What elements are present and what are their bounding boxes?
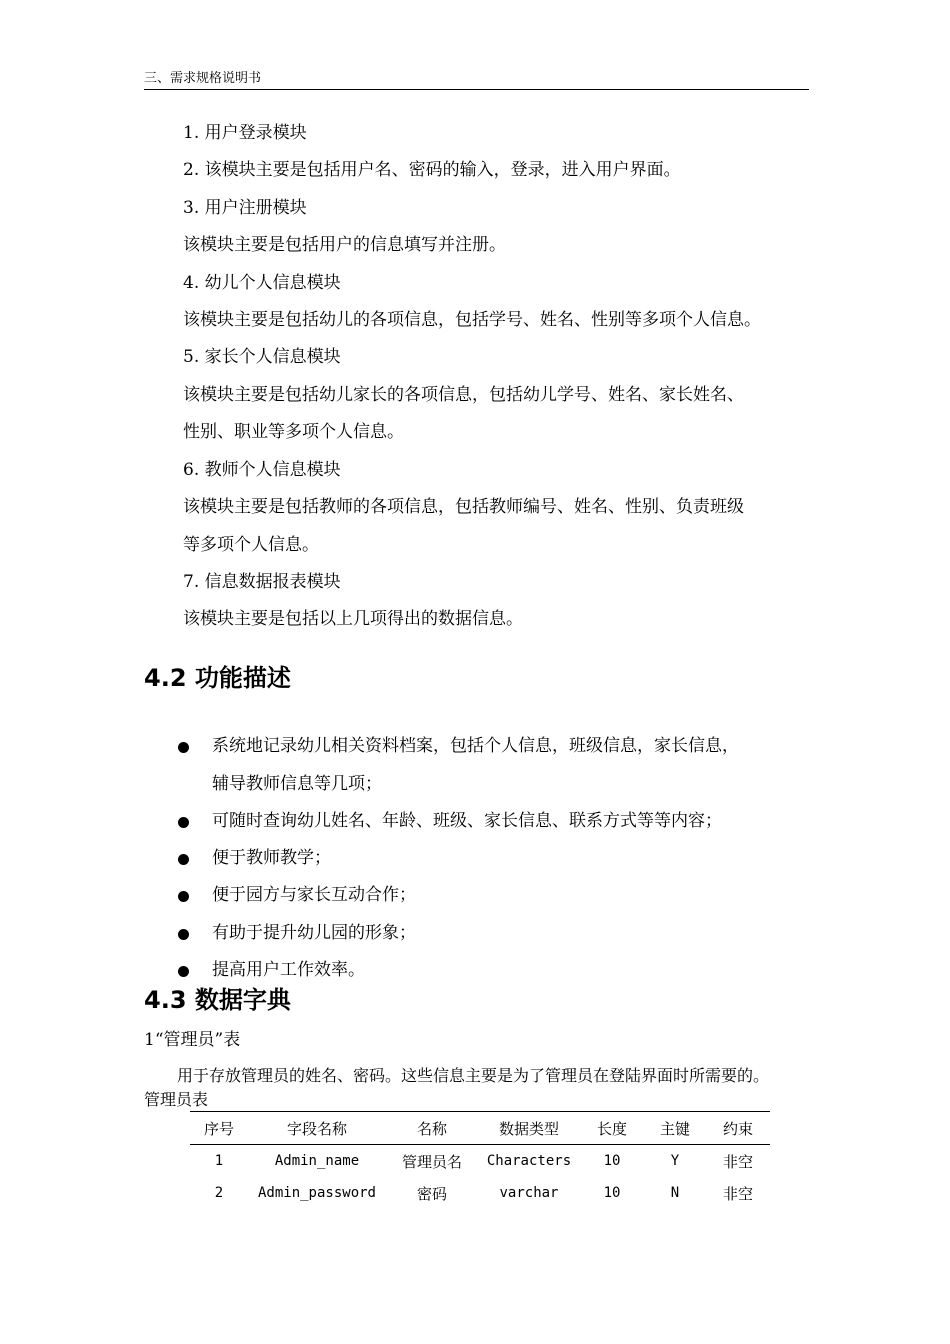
table-cell: N bbox=[670, 1185, 680, 1201]
table-cell: 非空 bbox=[722, 1184, 753, 1203]
table-cell: 非空 bbox=[722, 1152, 753, 1171]
bullet-dot-icon bbox=[178, 817, 189, 828]
table-cell: 密码 bbox=[416, 1184, 447, 1203]
module-line-6: 该模块主要是包括幼儿的各项信息，包括学号、姓名、性别等多项个人信息。 bbox=[183, 310, 761, 330]
module-line-7: 5. 家长个人信息模块 bbox=[183, 347, 341, 367]
column-header: 主键 bbox=[644, 1112, 706, 1145]
column-header: 约束 bbox=[706, 1112, 770, 1145]
bullet-text: 提高用户工作效率。 bbox=[212, 960, 365, 980]
bullet-item bbox=[178, 922, 818, 946]
module-line-8: 该模块主要是包括幼儿家长的各项信息，包括幼儿学号、姓名、家长姓名、 bbox=[183, 385, 744, 405]
bullet-text: 便于教师教学； bbox=[212, 848, 331, 868]
bullet-item bbox=[178, 847, 818, 871]
column-header: 长度 bbox=[580, 1112, 644, 1145]
bullet-item bbox=[178, 735, 818, 759]
bullet-text: 系统地记录幼儿相关资料档案，包括个人信息，班级信息，家长信息， bbox=[212, 736, 739, 756]
module-line-13: 7. 信息数据报表模块 bbox=[183, 572, 341, 592]
table-header-row bbox=[190, 1112, 770, 1145]
table-cell: 2 bbox=[214, 1185, 224, 1201]
bullet-dot-icon bbox=[178, 891, 189, 902]
table-cell: 10 bbox=[603, 1185, 621, 1201]
table-cell: 管理员名 bbox=[401, 1152, 462, 1171]
column-header: 名称 bbox=[386, 1112, 478, 1145]
module-line-4: 该模块主要是包括用户的信息填写并注册。 bbox=[183, 235, 506, 255]
table-row bbox=[190, 1145, 770, 1178]
module-line-14: 该模块主要是包括以上几项得出的数据信息。 bbox=[183, 609, 523, 629]
module-line-10: 6. 教师个人信息模块 bbox=[183, 460, 341, 480]
module-line-11: 该模块主要是包括教师的各项信息，包括教师编号、姓名、性别、负责班级 bbox=[183, 497, 744, 517]
section-heading-4-2: 4.2 功能描述 bbox=[144, 664, 291, 692]
bullet-dot-icon bbox=[178, 929, 189, 940]
table-cell: varchar bbox=[499, 1185, 559, 1201]
bullet-dot-icon bbox=[178, 854, 189, 865]
section-heading-4-3: 4.3 数据字典 bbox=[144, 986, 291, 1014]
running-header: 三、需求规格说明书 bbox=[144, 70, 809, 90]
column-header: 字段名称 bbox=[248, 1112, 386, 1145]
module-line-3: 3. 用户注册模块 bbox=[183, 198, 307, 218]
table-description: 用于存放管理员的姓名、密码。这些信息主要是为了管理员在登陆界面时所需要的。 bbox=[177, 1066, 770, 1085]
admin-table bbox=[190, 1111, 770, 1209]
module-line-5: 4. 幼儿个人信息模块 bbox=[183, 273, 341, 293]
table-cell: 1 bbox=[214, 1153, 224, 1169]
table-row bbox=[190, 1177, 770, 1209]
table-cell: Characters bbox=[486, 1153, 572, 1169]
table-cell: Admin_name bbox=[274, 1153, 360, 1169]
bullet-item bbox=[178, 884, 818, 908]
module-line-9: 性别、职业等多项个人信息。 bbox=[183, 422, 404, 442]
bullet-continuation: 辅导教师信息等几项； bbox=[212, 774, 382, 794]
table-cell: Admin_password bbox=[257, 1185, 376, 1201]
bullet-dot-icon bbox=[178, 742, 189, 753]
bullet-text: 便于园方与家长互动合作； bbox=[212, 885, 416, 905]
table-heading: 1“管理员”表 bbox=[144, 1030, 241, 1050]
table-caption: 管理员表 bbox=[144, 1090, 209, 1109]
module-line-12: 等多项个人信息。 bbox=[183, 535, 319, 555]
bullet-text: 有助于提升幼儿园的形象； bbox=[212, 923, 416, 943]
column-header: 数据类型 bbox=[478, 1112, 580, 1145]
table-cell: Y bbox=[670, 1153, 680, 1169]
module-line-2: 2. 该模块主要是包括用户名、密码的输入，登录，进入用户界面。 bbox=[183, 160, 681, 180]
module-line-1: 1. 用户登录模块 bbox=[183, 123, 307, 143]
bullet-item bbox=[178, 810, 818, 834]
table-cell: 10 bbox=[603, 1153, 621, 1169]
bullet-item bbox=[178, 959, 818, 983]
bullet-text: 可随时查询幼儿姓名、年龄、班级、家长信息、联系方式等等内容； bbox=[212, 811, 722, 831]
column-header: 序号 bbox=[190, 1112, 248, 1145]
bullet-dot-icon bbox=[178, 966, 189, 977]
